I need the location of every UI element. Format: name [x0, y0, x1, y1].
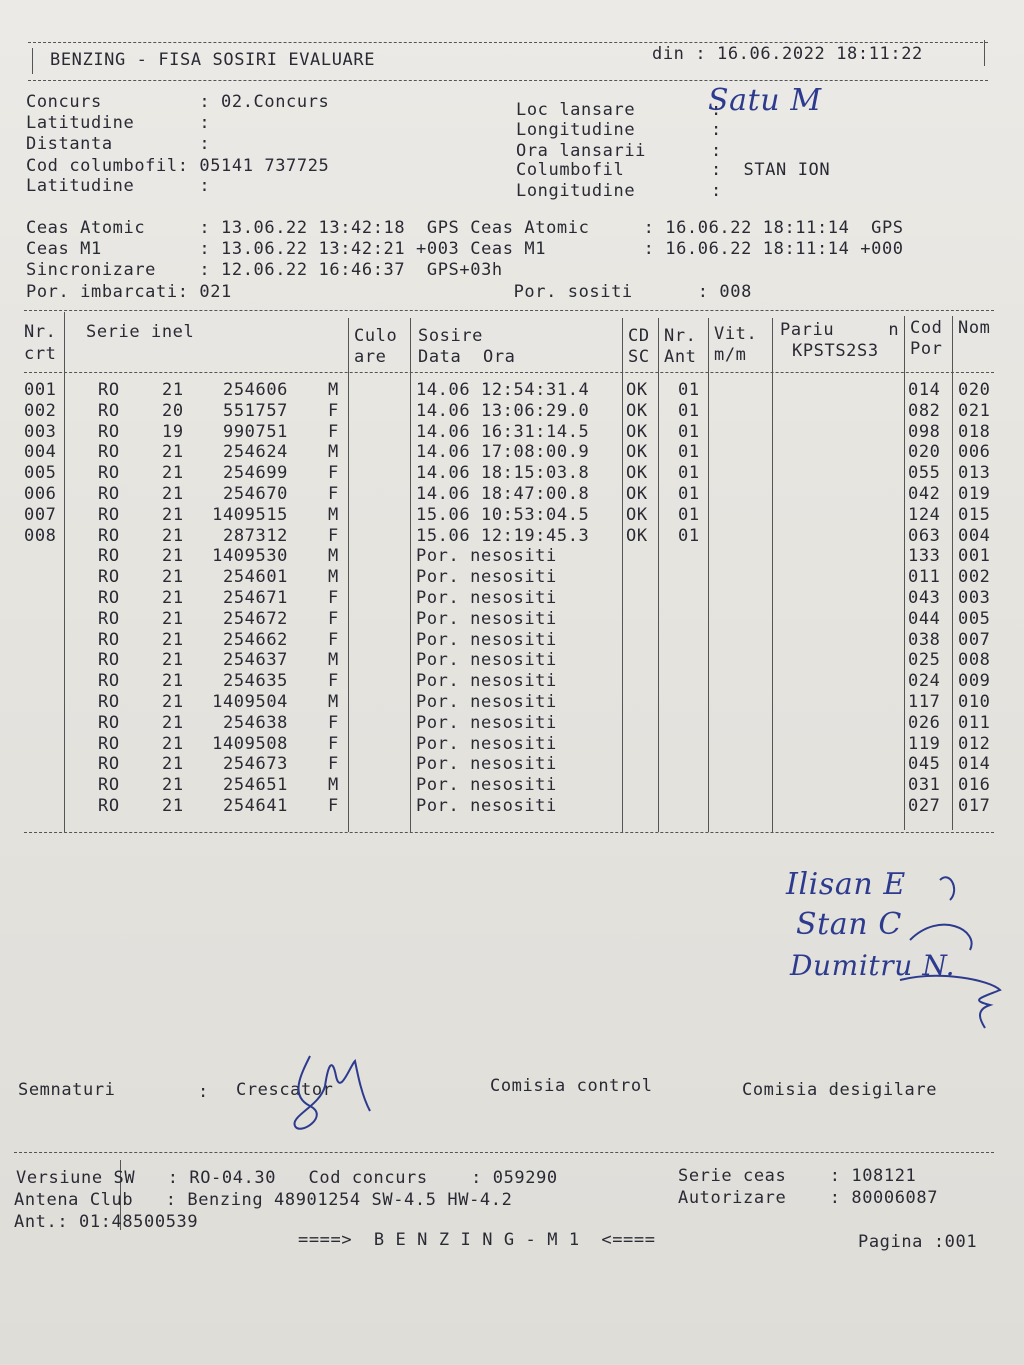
cell-tara: RO: [98, 380, 120, 400]
cell-an: 21: [162, 712, 184, 733]
serie-ceas-line: Serie ceas : 108121: [678, 1166, 917, 1186]
col-sosire: Sosire: [418, 326, 484, 346]
col-culo: Culo: [354, 326, 398, 346]
cell-nr: 001: [24, 380, 57, 400]
cell-cd: OK: [626, 442, 648, 463]
cell-cod: 124: [908, 504, 941, 525]
cell-sosire: 14.06 12:54:31.4: [416, 380, 590, 400]
cell-an: 21: [162, 608, 184, 629]
distanta-line: Distanta :: [26, 134, 211, 154]
cell-an: 21: [162, 504, 184, 525]
cell-cod: 098: [908, 421, 941, 442]
cell-inel: 254638: [222, 712, 288, 733]
cell-ant: 01: [678, 463, 700, 484]
cell-an: 21: [162, 525, 184, 546]
loc-lansare-handwritten: Satu M: [708, 83, 822, 118]
cell-nom: 015: [958, 504, 991, 525]
cell-ant: 01: [678, 484, 700, 504]
cell-nom: 016: [958, 775, 991, 796]
cell-cod: 133: [908, 546, 941, 567]
cell-inel: 254635: [222, 671, 288, 692]
cell-sosire: 14.06 18:15:03.8: [416, 463, 590, 484]
cell-sex: M: [328, 692, 339, 712]
cell-tara: RO: [98, 671, 120, 692]
cell-inel: 254673: [222, 754, 288, 775]
cell-an: 19: [162, 421, 184, 442]
cell-sex: F: [328, 463, 339, 484]
cell-an: 21: [162, 484, 184, 504]
cell-tara: RO: [98, 484, 120, 504]
cell-cod: 026: [908, 712, 941, 733]
cell-nom: 010: [958, 692, 991, 712]
cell-inel: 254637: [222, 650, 288, 671]
clock-line-2: Ceas M1 : 13.06.22 13:42:21 +003 Ceas M1 : 16.06.22 18:11:14 +000: [26, 239, 904, 259]
footer-border: [14, 1152, 994, 1153]
cell-inel: 1409508: [212, 733, 288, 754]
cell-tara: RO: [98, 650, 120, 671]
table-row: [22, 484, 1002, 505]
cell-cd: OK: [626, 463, 648, 484]
handwritten-name-1: Ilisan E: [786, 867, 906, 902]
cell-sex: F: [328, 400, 339, 421]
cell-sex: F: [328, 629, 339, 650]
cell-nr: 005: [24, 463, 57, 484]
cell-tara: RO: [98, 629, 120, 650]
cell-nom: 014: [958, 754, 991, 775]
cell-nr: 006: [24, 484, 57, 504]
cell-cod: 045: [908, 754, 941, 775]
table-row: [22, 442, 1002, 463]
cell-cod: 043: [908, 588, 941, 608]
cell-sosire: Por. nesositi: [416, 692, 557, 712]
clock-line-3: Sincronizare : 12.06.22 16:46:37 GPS+03h: [26, 260, 503, 280]
col-cd: CD: [628, 326, 650, 346]
cell-tara: RO: [98, 608, 120, 629]
cell-nom: 019: [958, 484, 991, 504]
cell-sex: F: [328, 421, 339, 442]
ora-lansarii-line: Ora lansarii :: [516, 141, 722, 161]
cell-ant: 01: [678, 442, 700, 463]
handwritten-name-2: Stan C: [796, 907, 902, 942]
table-row: [22, 754, 1002, 775]
cell-sex: M: [328, 650, 339, 671]
cell-nom: 013: [958, 463, 991, 484]
col-nr-ant: Nr.: [664, 326, 697, 346]
cell-nr: 007: [24, 504, 57, 525]
cell-sex: F: [328, 712, 339, 733]
table-row: [22, 671, 1002, 692]
cell-sex: F: [328, 733, 339, 754]
cell-nom: 018: [958, 421, 991, 442]
table-row: [22, 650, 1002, 671]
cell-nom: 002: [958, 567, 991, 588]
cell-tara: RO: [98, 463, 120, 484]
report-title: BENZING - FISA SOSIRI EVALUARE: [50, 50, 376, 70]
cell-inel: 254662: [222, 629, 288, 650]
cell-cod: 044: [908, 608, 941, 629]
cell-sosire: Por. nesositi: [416, 671, 557, 692]
header-border: [28, 80, 988, 81]
table-row: [22, 380, 1002, 401]
cell-sosire: 15.06 10:53:04.5: [416, 504, 590, 525]
versiune-line: Versiune SW : RO-04.30 Cod concurs : 059290: [16, 1168, 558, 1188]
cell-inel: 254651: [222, 775, 288, 796]
col-crt: crt: [24, 344, 57, 364]
cell-tara: RO: [98, 525, 120, 546]
cell-inel: 254641: [222, 796, 288, 816]
cell-nom: 006: [958, 442, 991, 463]
cell-inel: 1409515: [212, 504, 288, 525]
cell-sosire: Por. nesositi: [416, 796, 557, 816]
cell-cd: OK: [626, 380, 648, 400]
cell-tara: RO: [98, 733, 120, 754]
cell-sosire: Por. nesositi: [416, 588, 557, 608]
cell-cod: 042: [908, 484, 941, 504]
cell-sosire: 15.06 12:19:45.3: [416, 525, 590, 546]
table-row: [22, 692, 1002, 713]
cell-inel: 254699: [222, 463, 288, 484]
cell-cd: OK: [626, 421, 648, 442]
cell-sosire: 14.06 18:47:00.8: [416, 484, 590, 504]
cell-sex: F: [328, 525, 339, 546]
ant-line: Ant.: 01:48500539: [14, 1212, 199, 1232]
table-row: [22, 546, 1002, 567]
cell-cod: 063: [908, 525, 941, 546]
cell-tara: RO: [98, 796, 120, 816]
cell-nom: 003: [958, 588, 991, 608]
longitudine-line: Longitudine :: [516, 120, 722, 140]
header-bottom-border: [24, 372, 994, 373]
cell-an: 21: [162, 442, 184, 463]
table-row: [22, 567, 1002, 588]
latitudine2-line: Latitudine :: [26, 176, 211, 196]
crescator-label: Crescator: [236, 1080, 334, 1100]
cell-tara: RO: [98, 504, 120, 525]
cell-sosire: Por. nesositi: [416, 775, 557, 796]
cell-cod: 020: [908, 442, 941, 463]
cell-sex: M: [328, 442, 339, 463]
cell-sex: F: [328, 796, 339, 816]
concurs-line: Concurs : 02.Concurs: [26, 92, 330, 112]
cell-inel: 254624: [222, 442, 288, 463]
cell-inel: 254670: [222, 484, 288, 504]
col-kpsts: KPSTS2S3: [792, 341, 879, 361]
antena-line: Antena Club : Benzing 48901254 SW-4.5 HW-4.2: [14, 1190, 513, 1210]
semnaturi-colon: :: [198, 1082, 209, 1102]
top-border: [28, 42, 988, 43]
cell-inel: 287312: [222, 525, 288, 546]
cell-sosire: 14.06 13:06:29.0: [416, 400, 590, 421]
cell-cod: 014: [908, 380, 941, 400]
cell-nom: 005: [958, 608, 991, 629]
col-ant: Ant: [664, 347, 697, 367]
cell-sosire: 14.06 16:31:14.5: [416, 421, 590, 442]
cell-nom: 011: [958, 712, 991, 733]
cell-inel: 551757: [222, 400, 288, 421]
table-row: [22, 796, 1002, 817]
cell-sex: M: [328, 504, 339, 525]
table-row: [22, 401, 1002, 422]
cell-cod: 119: [908, 733, 941, 754]
cell-an: 21: [162, 567, 184, 588]
cell-nom: 001: [958, 546, 991, 567]
cell-ant: 01: [678, 400, 700, 421]
cell-sex: F: [328, 671, 339, 692]
semnaturi-label: Semnaturi: [18, 1080, 116, 1100]
cell-tara: RO: [98, 421, 120, 442]
cell-sex: M: [328, 775, 339, 796]
cell-sex: M: [328, 380, 339, 400]
longitudine2-line: Longitudine :: [516, 181, 722, 201]
cell-sex: F: [328, 588, 339, 608]
cell-tara: RO: [98, 775, 120, 796]
cell-inel: 1409530: [212, 546, 288, 567]
cell-sosire: Por. nesositi: [416, 712, 557, 733]
page-number: Pagina :001: [858, 1232, 978, 1252]
cell-an: 21: [162, 546, 184, 567]
handwritten-name-3: Dumitru N.: [790, 949, 956, 982]
autorizare-line: Autorizare : 80006087: [678, 1188, 939, 1208]
cell-ant: 01: [678, 525, 700, 546]
cell-an: 21: [162, 588, 184, 608]
table-row: [22, 630, 1002, 651]
cell-sex: F: [328, 608, 339, 629]
cell-sosire: Por. nesositi: [416, 608, 557, 629]
cell-tara: RO: [98, 442, 120, 463]
cell-cd: OK: [626, 504, 648, 525]
cell-an: 21: [162, 650, 184, 671]
columbofil-line: Columbofil : STAN ION: [516, 160, 831, 180]
handwritten-scribbles: [880, 870, 1010, 1040]
cell-nom: 021: [958, 400, 991, 421]
col-sc: SC: [628, 347, 650, 367]
crescator-signature: [270, 1036, 380, 1146]
cell-tara: RO: [98, 400, 120, 421]
table-row: [22, 713, 1002, 734]
cell-cod: 011: [908, 567, 941, 588]
comisia-control-label: Comisia control: [490, 1076, 653, 1096]
cell-nr: 002: [24, 400, 57, 421]
cell-an: 21: [162, 463, 184, 484]
left-bar: [32, 48, 33, 74]
cell-an: 21: [162, 380, 184, 400]
cell-sosire: Por. nesositi: [416, 546, 557, 567]
col-are: are: [354, 347, 387, 367]
cell-tara: RO: [98, 588, 120, 608]
table-row: [22, 775, 1002, 796]
cell-an: 21: [162, 754, 184, 775]
table-row: [22, 463, 1002, 484]
clock-line-1: Ceas Atomic : 13.06.22 13:42:18 GPS Ceas Atomic : 16.06.22 18:11:14 GPS: [26, 218, 904, 238]
clock-line-4: Por. imbarcati: 021 Por. sositi : 008: [26, 282, 752, 302]
table-row: [22, 734, 1002, 755]
cell-cod: 027: [908, 796, 941, 816]
col-vit: Vit.: [714, 324, 758, 344]
cell-sex: M: [328, 567, 339, 588]
cell-sex: F: [328, 754, 339, 775]
cell-cod: 117: [908, 692, 941, 712]
col-cod: Cod: [910, 318, 943, 338]
cell-nom: 017: [958, 796, 991, 816]
cell-tara: RO: [98, 546, 120, 567]
cell-sosire: Por. nesositi: [416, 650, 557, 671]
cell-tara: RO: [98, 567, 120, 588]
cell-cd: OK: [626, 484, 648, 504]
cell-cod: 082: [908, 400, 941, 421]
table-row: [22, 526, 1002, 547]
cell-sex: F: [328, 484, 339, 504]
cell-an: 20: [162, 400, 184, 421]
cell-ant: 01: [678, 421, 700, 442]
cell-nom: 007: [958, 629, 991, 650]
table-row: [22, 422, 1002, 443]
col-nr: Nr.: [24, 322, 57, 342]
cell-nom: 008: [958, 650, 991, 671]
col-por: Por: [910, 339, 943, 359]
right-bar: [984, 40, 985, 66]
cell-tara: RO: [98, 712, 120, 733]
cell-sosire: Por. nesositi: [416, 629, 557, 650]
report-date: din : 16.06.2022 18:11:22: [652, 44, 923, 64]
table-bottom-border: [24, 832, 994, 833]
cell-nr: 003: [24, 421, 57, 442]
cell-cod: 031: [908, 775, 941, 796]
cell-sosire: 14.06 17:08:00.9: [416, 442, 590, 463]
cell-inel: 254671: [222, 588, 288, 608]
cell-tara: RO: [98, 754, 120, 775]
cell-an: 21: [162, 692, 184, 712]
cell-tara: RO: [98, 692, 120, 712]
cell-an: 21: [162, 796, 184, 816]
col-mm: m/m: [714, 345, 747, 365]
cell-cod: 024: [908, 671, 941, 692]
cell-sosire: Por. nesositi: [416, 733, 557, 754]
cell-sex: M: [328, 546, 339, 567]
col-data-ora: Data Ora: [418, 347, 516, 367]
cell-an: 21: [162, 671, 184, 692]
cell-ant: 01: [678, 504, 700, 525]
table-row: [22, 588, 1002, 609]
cell-nr: 008: [24, 525, 57, 546]
table-row: [22, 609, 1002, 630]
table-top-border: [24, 310, 994, 311]
col-nom: Nom: [958, 318, 991, 338]
cell-inel: 990751: [222, 421, 288, 442]
cell-an: 21: [162, 629, 184, 650]
cell-cod: 055: [908, 463, 941, 484]
cell-an: 21: [162, 733, 184, 754]
cell-inel: 1409504: [212, 692, 288, 712]
col-serie-inel: Serie inel: [86, 322, 195, 342]
cod-columbofil-line: Cod columbofil: 05141 737725: [26, 156, 330, 176]
cell-ant: 01: [678, 380, 700, 400]
cell-sosire: Por. nesositi: [416, 754, 557, 775]
comisia-desigilare-label: Comisia desigilare: [742, 1080, 938, 1100]
cell-inel: 254672: [222, 608, 288, 629]
brand-line: ====> B E N Z I N G - M 1 <====: [298, 1230, 656, 1250]
cell-an: 21: [162, 775, 184, 796]
table-row: [22, 505, 1002, 526]
cell-cd: OK: [626, 400, 648, 421]
cell-cod: 038: [908, 629, 941, 650]
cell-inel: 254606: [222, 380, 288, 400]
cell-cd: OK: [626, 525, 648, 546]
cell-sosire: Por. nesositi: [416, 567, 557, 588]
loc-lansare-line: Loc lansare :: [516, 100, 722, 120]
cell-nom: 004: [958, 525, 991, 546]
cell-nom: 020: [958, 380, 991, 400]
cell-nr: 004: [24, 442, 57, 463]
col-pariu: Pariu n: [780, 320, 900, 340]
cell-inel: 254601: [222, 567, 288, 588]
latitudine-line: Latitudine :: [26, 113, 211, 133]
cell-nom: 009: [958, 671, 991, 692]
cell-nom: 012: [958, 733, 991, 754]
cell-cod: 025: [908, 650, 941, 671]
